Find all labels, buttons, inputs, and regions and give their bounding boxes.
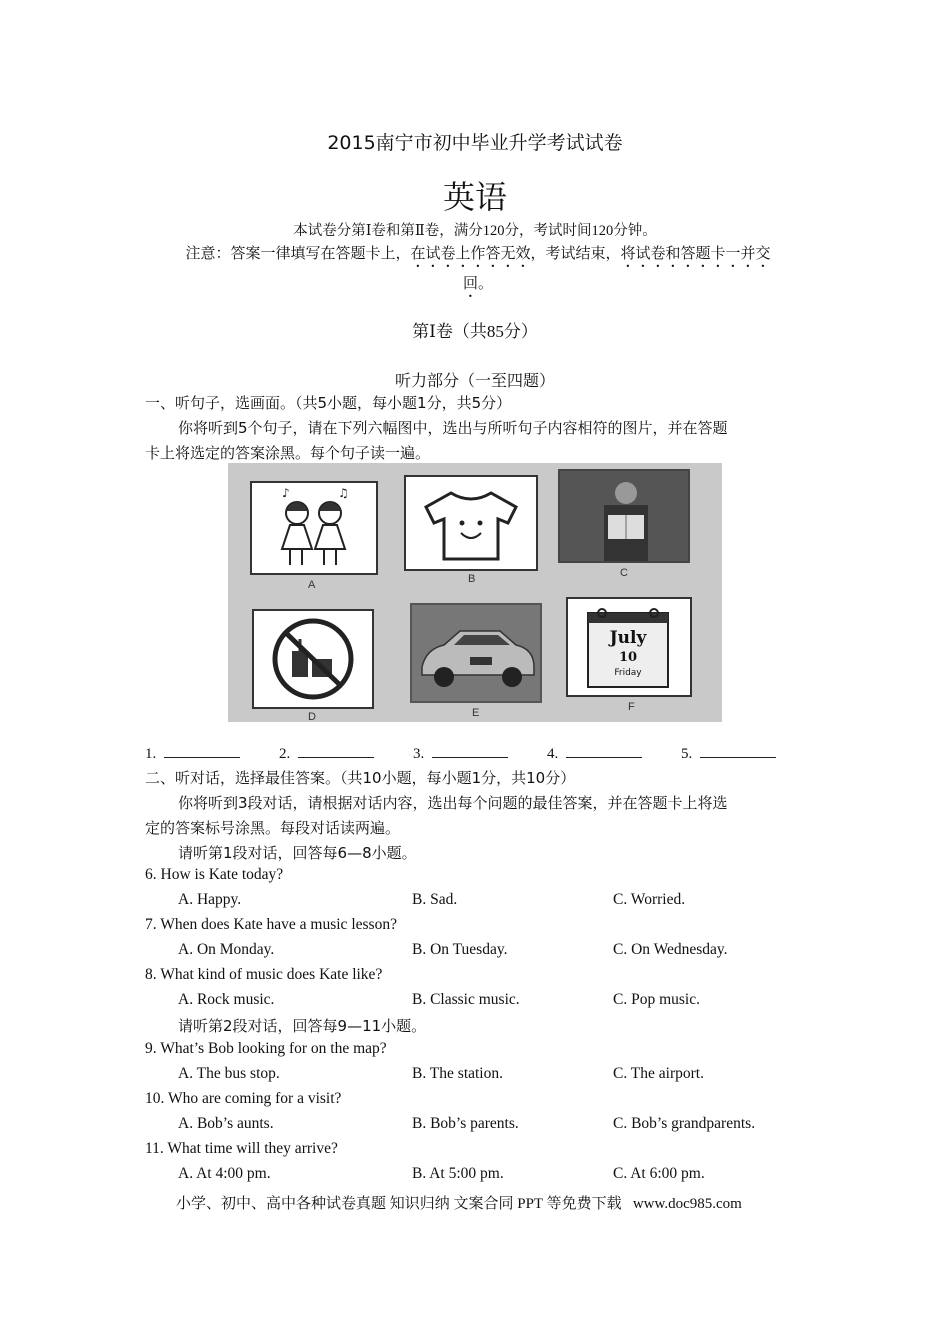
calendar-month: July <box>609 628 647 648</box>
listening-heading: 听力部分（一至四题） <box>394 371 555 390</box>
part1-heading: 第Ⅰ卷（共85分） <box>412 322 538 341</box>
picture-f <box>566 597 692 697</box>
q10-option-c[interactable]: C. Bob’s grandparents. <box>613 1115 756 1132</box>
picture-b <box>404 475 538 571</box>
section1-title: 一、听句子，选画面。（共5小题，每小题1分，共5分） <box>145 394 512 412</box>
question-11: 11. What time will they arrive? <box>145 1140 338 1157</box>
question-6: 6. How is Kate today? <box>145 866 284 883</box>
calendar-weekday: Friday <box>614 668 642 678</box>
q9-option-c[interactable]: C. The airport. <box>613 1065 704 1082</box>
question-8: 8. What kind of music does Kate like? <box>145 966 383 983</box>
notice-prefix: 注意：答案一律填写在答题卡上， <box>185 244 411 262</box>
picture-c <box>558 469 690 563</box>
picture-d-label: D <box>308 711 316 723</box>
picture-e <box>410 603 542 703</box>
exam-title: 2015南宁市初中毕业升学考试试卷 <box>327 132 623 154</box>
notice-mid: ，考试结束， <box>530 244 621 262</box>
calendar-icon <box>568 599 690 695</box>
q9-option-a[interactable]: A. The bus stop. <box>178 1065 280 1082</box>
answer-blank-1[interactable]: 1. <box>145 743 240 763</box>
q7-option-b[interactable]: B. On Tuesday. <box>412 941 508 958</box>
question-9: 9. What’s Bob looking for on the map? <box>145 1040 387 1057</box>
question-10: 10. Who are coming for a visit? <box>145 1090 342 1107</box>
picture-d <box>252 609 374 709</box>
q6-option-a[interactable]: A. Happy. <box>178 891 242 908</box>
exam-info: 本试卷分第Ⅰ卷和第Ⅱ卷，满分120分，考试时间120分钟。 <box>293 223 657 239</box>
question-7: 7. When does Kate have a music lesson? <box>145 916 397 933</box>
picture-e-label: E <box>472 707 480 719</box>
svg-text:♫: ♫ <box>338 486 349 500</box>
picture-f-label: F <box>628 701 635 713</box>
picture-panel <box>228 463 722 722</box>
car-icon <box>412 605 540 701</box>
subject-title: 英语 <box>442 179 507 215</box>
footer-text: 小学、初中、高中各种试卷真题 知识归纳 文案合同 PPT 等免费下载 www.doc985.com <box>176 1196 742 1212</box>
dialogue1-intro: 请听第1段对话，回答每6—8小题。 <box>178 844 417 862</box>
q11-option-b[interactable]: B. At 5:00 pm. <box>412 1165 504 1182</box>
q11-option-a[interactable]: A. At 4:00 pm. <box>178 1165 271 1182</box>
svg-text:♪: ♪ <box>282 486 290 500</box>
q6-option-c[interactable]: C. Worried. <box>613 891 686 908</box>
reading-person-icon <box>560 471 688 561</box>
notice-dotted-2: 将试卷和答题卡一并交 <box>620 244 771 262</box>
q8-option-a[interactable]: A. Rock music. <box>178 991 275 1008</box>
exam-notice <box>148 241 808 301</box>
notice-tail: 。 <box>478 274 494 292</box>
section1-instruction-2: 卡上将选定的答案涂黑。每个句子读一遍。 <box>145 444 431 462</box>
singing-girls-icon <box>252 483 376 573</box>
q11-option-c[interactable]: C. At 6:00 pm. <box>613 1165 705 1182</box>
answer-blank-4[interactable]: 4. <box>547 743 642 763</box>
q6-option-b[interactable]: B. Sad. <box>412 891 458 908</box>
q10-option-a[interactable]: A. Bob’s aunts. <box>178 1115 274 1132</box>
answer-blank-2[interactable]: 2. <box>279 743 374 763</box>
q8-option-c[interactable]: C. Pop music. <box>613 991 700 1008</box>
q9-option-b[interactable]: B. The station. <box>412 1065 503 1082</box>
q8-option-b[interactable]: B. Classic music. <box>412 991 520 1008</box>
section2-instruction-1: 你将听到3段对话，请根据对话内容，选出每个问题的最佳答案，并在答题卡上将选 <box>178 794 728 812</box>
q10-option-b[interactable]: B. Bob’s parents. <box>412 1115 519 1132</box>
tshirt-icon <box>406 477 536 569</box>
dialogue2-intro: 请听第2段对话，回答每9—11小题。 <box>178 1017 427 1035</box>
notice-end: 回 <box>462 274 478 292</box>
q7-option-c[interactable]: C. On Wednesday. <box>613 941 728 958</box>
answer-blank-3[interactable]: 3. <box>413 743 508 763</box>
picture-a <box>250 481 378 575</box>
picture-c-label: C <box>620 567 628 579</box>
calendar-day: 10 <box>618 650 638 665</box>
section2-instruction-2: 定的答案标号涂黑。每段对话读两遍。 <box>145 819 401 837</box>
answer-blank-5[interactable]: 5. <box>681 743 776 763</box>
section1-instruction-1: 你将听到5个句子，请在下列六幅图中，选出与所听句子内容相符的图片，并在答题 <box>178 419 728 437</box>
picture-a-label: A <box>308 579 316 591</box>
no-food-drink-icon <box>254 611 372 707</box>
notice-dotted-1: 在试卷上作答无效 <box>410 244 531 262</box>
picture-b-label: B <box>468 573 476 585</box>
section2-title: 二、听对话，选择最佳答案。（共10小题，每小题1分，共10分） <box>145 769 576 787</box>
q7-option-a[interactable]: A. On Monday. <box>178 941 275 958</box>
